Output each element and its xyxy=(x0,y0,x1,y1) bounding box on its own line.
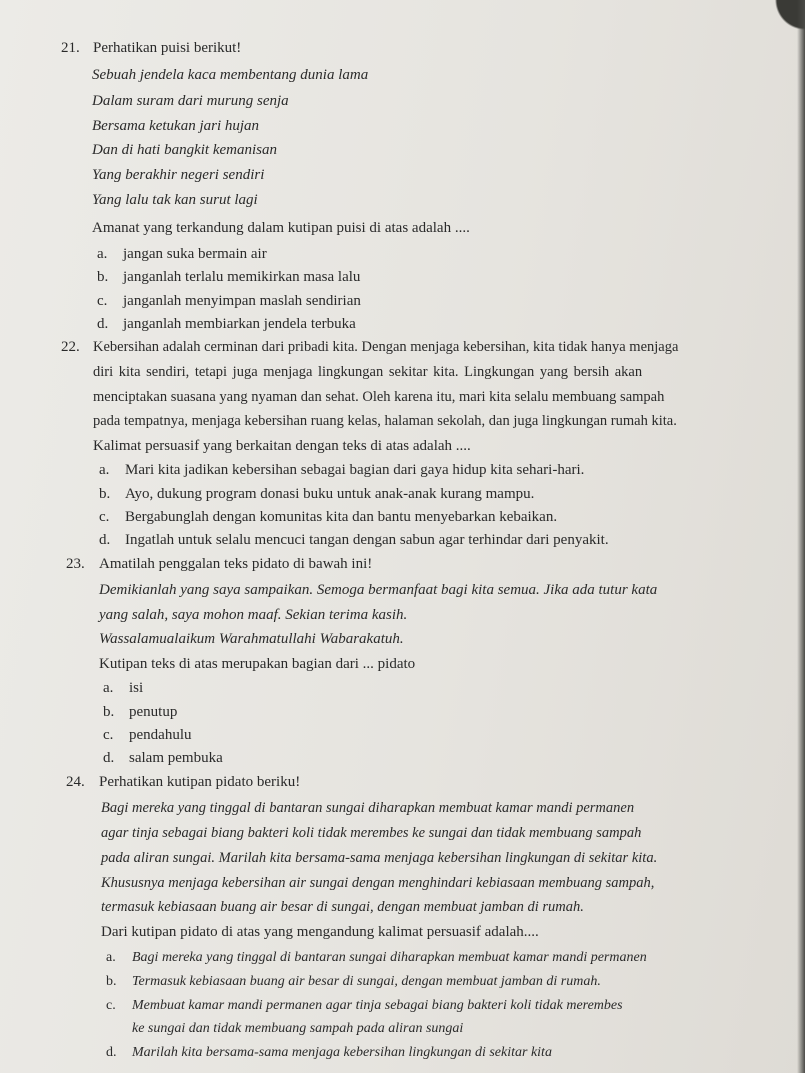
question-number: 21. xyxy=(61,40,80,56)
page-corner-shadow xyxy=(735,0,805,60)
question-text: Dari kutipan pidato di atas yang mengandung kalimat persuasif adalah.... xyxy=(101,924,539,940)
question-prompt: Perhatikan puisi berikut! xyxy=(93,40,242,56)
question-number: 23. xyxy=(66,556,85,572)
poem-line: Yang berakhir negeri sendiri xyxy=(92,167,265,183)
poem-line: Sebuah jendela kaca membentang dunia lama xyxy=(92,67,369,83)
poem-line: Dalam suram dari murung senja xyxy=(92,93,289,109)
passage-line: Demikianlah yang saya sampaikan. Semoga bermanfaat bagi kita semua. Jika ada tutur kata xyxy=(99,582,658,598)
option-c-continuation: ke sungai dan tidak membuang sampah pada aliran sungai xyxy=(132,1021,464,1036)
passage-line: diri kita sendiri, tetapi juga menjaga lingkungan sekitar kita. Lingkungan yang bersih akan xyxy=(93,364,643,380)
option-b[interactable]: b. Termasuk kebiasaan buang air besar di sungai, dengan membuat jamban di rumah. xyxy=(106,974,601,989)
option-d[interactable]: d. Marilah kita bersama-sama menjaga kebersihan lingkungan di sekitar kita xyxy=(106,1045,552,1060)
passage-line: agar tinja sebagai biang bakteri koli tidak merembes ke sungai dan tidak membuang sampah xyxy=(101,825,642,841)
option-b[interactable]: b. Ayo, dukung program donasi buku untuk anak-anak kurang mampu. xyxy=(99,486,535,502)
passage-line: menciptakan suasana yang nyaman dan sehat. Oleh karena itu, mari kita selalu membuang sampah xyxy=(93,389,665,405)
question-number: 24. xyxy=(66,774,85,790)
passage-line: Wassalamualaikum Warahmatullahi Wabarakatuh. xyxy=(99,631,404,647)
option-c[interactable]: c. Bergabunglah dengan komunitas kita dan bantu menyebarkan kebaikan. xyxy=(99,509,558,525)
passage-line: Bagi mereka yang tinggal di bantaran sungai diharapkan membuat kamar mandi permanen xyxy=(101,800,635,816)
poem-line: Yang lalu tak kan surut lagi xyxy=(92,192,258,208)
option-d[interactable]: d. Ingatlah untuk selalu mencuci tangan dengan sabun agar terhindar dari penyakit. xyxy=(99,532,609,548)
passage-line: termasuk kebiasaan buang air besar di sungai, dengan membuat jamban di rumah. xyxy=(101,899,584,915)
option-d[interactable]: d. salam pembuka xyxy=(103,750,223,766)
option-a[interactable]: a. isi xyxy=(103,680,144,696)
question-prompt: Perhatikan kutipan pidato beriku! xyxy=(99,774,301,790)
poem-line: Bersama ketukan jari hujan xyxy=(92,118,260,134)
passage-line: yang salah, saya mohon maaf. Sekian terima kasih. xyxy=(99,607,408,623)
option-c[interactable]: c. janganlah menyimpan maslah sendirian xyxy=(97,293,361,309)
question-text: Kutipan teks di atas merupakan bagian dari ... pidato xyxy=(99,656,416,672)
option-a[interactable]: a. Mari kita jadikan kebersihan sebagai bagian dari gaya hidup kita sehari-hari. xyxy=(99,462,585,478)
question-prompt: Amatilah penggalan teks pidato di bawah ini! xyxy=(99,556,373,572)
option-c[interactable]: c. Membuat kamar mandi permanen agar tinja sebagai biang bakteri koli tidak merembes xyxy=(106,998,623,1013)
passage-line: pada aliran sungai. Marilah kita bersama-sama menjaga kebersihan lingkungan di sekitar kita. xyxy=(101,850,658,866)
question-text: Amanat yang terkandung dalam kutipan puisi di atas adalah .... xyxy=(92,220,470,236)
passage-line: pada tempatnya, menjaga kebersihan ruang kelas, halaman sekolah, dan juga lingkungan rumah kita. xyxy=(93,413,677,429)
option-d[interactable]: d. janganlah membiarkan jendela terbuka xyxy=(97,316,356,332)
question-number: 22. xyxy=(61,339,80,355)
option-a[interactable]: a. Bagi mereka yang tinggal di bantaran sungai diharapkan membuat kamar mandi permanen xyxy=(106,950,647,965)
question-text: Kalimat persuasif yang berkaitan dengan teks di atas adalah .... xyxy=(93,438,471,454)
option-c[interactable]: c. pendahulu xyxy=(103,727,192,743)
page-edge-shadow xyxy=(797,0,805,1073)
option-a[interactable]: a. jangan suka bermain air xyxy=(97,246,267,262)
passage-line: Kebersihan adalah cerminan dari pribadi kita. Dengan menjaga kebersihan, kita tidak hanya menjaga xyxy=(93,339,679,355)
poem-line: Dan di hati bangkit kemanisan xyxy=(92,142,277,158)
option-b[interactable]: b. janganlah terlalu memikirkan masa lalu xyxy=(97,269,361,285)
option-b[interactable]: b. penutup xyxy=(103,704,178,720)
passage-line: Khususnya menjaga kebersihan air sungai dengan menghindari kebiasaan membuang sampah, xyxy=(101,875,655,891)
